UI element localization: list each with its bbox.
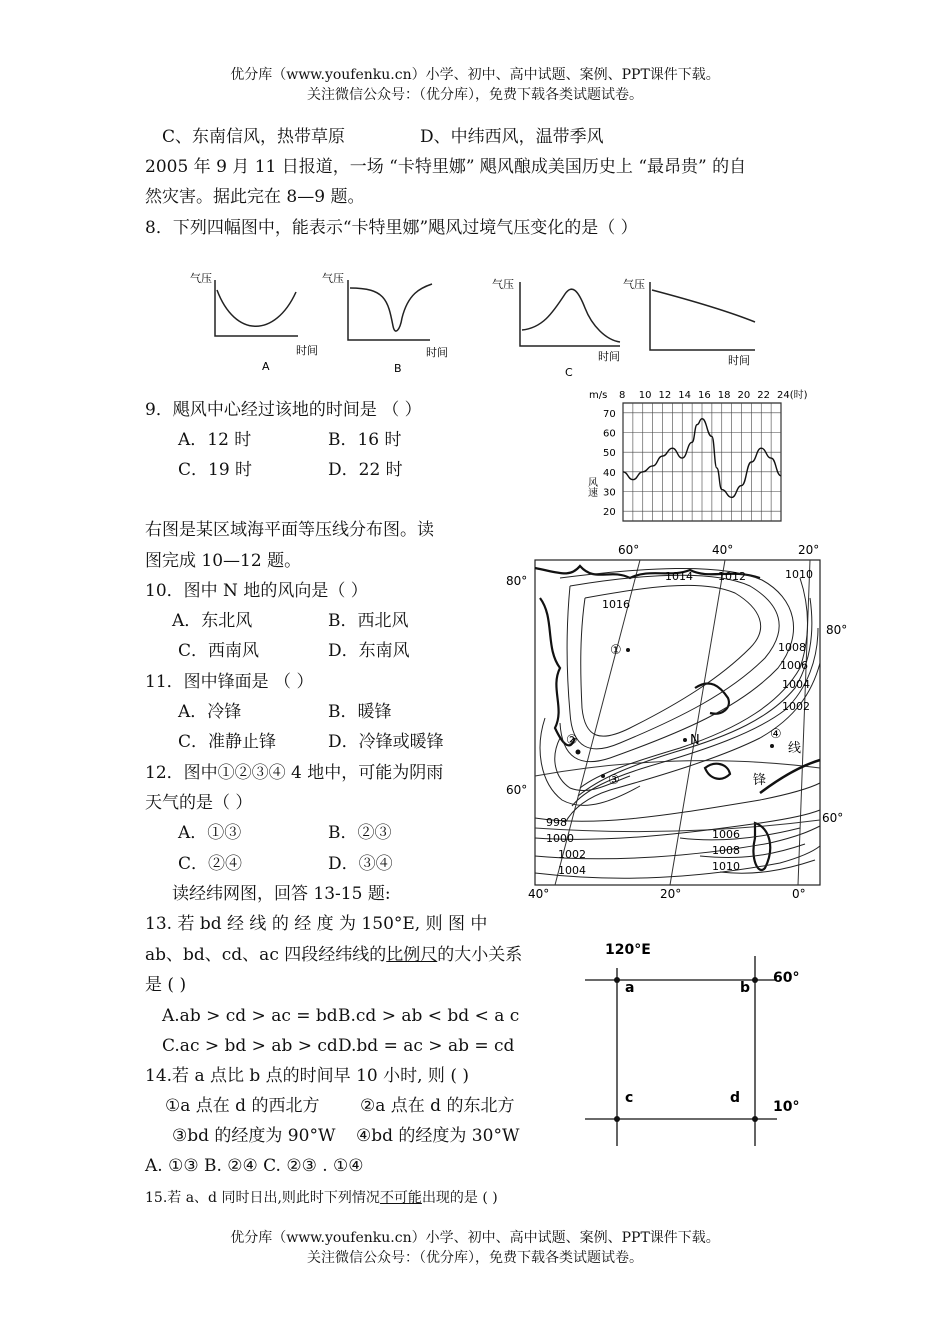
intro-10-12-line2: 图完成 10—12 题。 — [145, 551, 302, 571]
header-line-2: 关注微信公众号：（优分库），免费下载各类试题试卷。 — [307, 87, 643, 103]
q8-label-b: B — [394, 362, 402, 375]
grid-point-a: a — [625, 980, 635, 996]
map-bottom-lon-2: 20° — [660, 887, 682, 901]
q9-stem: 9．飓风中心经过该地的时间是 （ ） — [145, 400, 422, 420]
q8-a-ylabel: 气压 — [190, 272, 212, 285]
map-lat-right-80: 80° — [826, 623, 848, 637]
q12-option-c: C．②④ — [178, 854, 243, 874]
q13-option-b: B.cd > ab < bd < a c — [338, 1006, 520, 1026]
q13-line1: 13. 若 bd 经 线 的 经 度 为 150°E, 则 图 中 — [145, 914, 488, 934]
map-bottom-lon-1: 40° — [528, 887, 550, 901]
map-lat-right-60: 60° — [822, 811, 844, 825]
q11-option-a: A．冷锋 — [178, 702, 242, 722]
isobar-998: 998 — [546, 816, 567, 829]
isobar-1006-right: 1006 — [780, 659, 808, 672]
isobar-1004-left: 1004 — [558, 864, 586, 877]
q10-option-a: A．东北风 — [172, 611, 253, 631]
wind-speed-chart — [585, 385, 815, 525]
q8-b-xlabel: 时间 — [426, 346, 448, 359]
q8-d-ylabel: 气压 — [623, 278, 645, 291]
q14-opt-2: ②a 点在 d 的东北方 — [360, 1096, 515, 1116]
wind-chart-xtick: 10 — [638, 390, 652, 401]
grid-point-d: d — [730, 1090, 741, 1106]
isobar-1008-bottom: 1008 — [712, 844, 740, 857]
wind-chart-ytick: 40 — [603, 467, 616, 479]
q13-option-c: C.ac > bd > ab > cd — [162, 1036, 338, 1056]
front-label-2: 锋 — [753, 773, 767, 788]
q8-b-ylabel: 气压 — [322, 272, 344, 285]
wind-chart-xtick: 12 — [658, 390, 672, 401]
map-lat-left-60: 60° — [506, 783, 528, 797]
wind-chart-ytick: 50 — [603, 448, 616, 460]
isobar-1014: 1014 — [665, 570, 693, 583]
q14-opt-1: ①a 点在 d 的西北方 — [165, 1096, 320, 1116]
q15-post: 出现的是 ( ) — [421, 1190, 498, 1206]
q8-c-ylabel: 气压 — [492, 278, 514, 291]
wind-chart-xtick: 20 — [737, 390, 751, 401]
wind-chart-ylabel: 风速 — [585, 477, 597, 497]
q9-option-d: D．22 时 — [328, 460, 403, 480]
wind-chart-ytick: 70 — [603, 408, 616, 420]
wind-chart-ytick: 60 — [603, 428, 616, 440]
grid-point-b: b — [740, 980, 751, 996]
q10-option-d: D．东南风 — [328, 641, 410, 661]
q7-option-d: D、中纬西风，温带季风 — [420, 127, 604, 147]
wind-chart-xtick: 22 — [757, 390, 770, 401]
q7-option-c: C、东南信风，热带草原 — [162, 127, 346, 147]
q15-stem — [145, 1188, 498, 1208]
isobar-1010-bottom: 1010 — [712, 860, 740, 873]
q12-line2: 天气的是（ ） — [145, 793, 253, 813]
q11-option-b: B．暖锋 — [328, 702, 392, 722]
q11-option-d: D．冷锋或暖锋 — [328, 732, 444, 752]
isobar-1008-right: 1008 — [778, 641, 806, 654]
isobar-1000: 1000 — [546, 832, 574, 845]
q9-option-c: C．19 时 — [178, 460, 253, 480]
q8-a-xlabel: 时间 — [296, 344, 318, 357]
grid-point-c: c — [625, 1090, 634, 1106]
q15-pre: 15.若 a、d 同时日出,则此时下列情况 — [145, 1190, 380, 1206]
q13-line2-post: 的大小关系 — [437, 945, 523, 965]
intro-8-9-line1: 2005 年 9 月 11 日报道，一场 “卡特里娜” 飓风酿成美国历史上 “最昂贵” 的自 — [145, 157, 747, 177]
wind-chart-xtick: 8 — [619, 390, 626, 401]
q8-label-c: C — [565, 366, 573, 379]
q10-option-c: C．西南风 — [178, 641, 260, 661]
q14-opt-4: ④bd 的经度为 30°W — [356, 1126, 520, 1146]
q14-stem: 14.若 a 点比 b 点的时间早 10 小时, 则 ( ) — [145, 1066, 469, 1086]
q8-d-xlabel: 时间 — [728, 354, 750, 367]
wind-chart-ytick: 30 — [603, 487, 616, 499]
q12-line1: 12．图中①②③④ 4 地中，可能为阴雨 — [145, 763, 444, 783]
map-point-1: ① — [610, 643, 622, 658]
wind-chart-ytick: 20 — [603, 507, 616, 519]
q10-option-b: B．西北风 — [328, 611, 409, 631]
isobar-1002-right: 1002 — [782, 700, 810, 713]
wind-chart-unit: m/s — [589, 390, 608, 401]
wind-chart-xtick: 18 — [717, 390, 731, 401]
isobar-1002-left: 1002 — [558, 848, 586, 861]
q12-option-d: D．③④ — [328, 854, 393, 874]
intro-8-9-line2: 然灾害。据此完在 8—9 题。 — [145, 187, 365, 207]
q10-stem: 10．图中 N 地的风向是（ ） — [145, 581, 368, 601]
q11-option-c: C．准静止锋 — [178, 732, 277, 752]
map-point-n: N — [690, 733, 700, 748]
q9-option-b: B．16 时 — [328, 430, 402, 450]
footer-line-2: 关注微信公众号：（优分库），免费下载各类试题试卷。 — [307, 1250, 643, 1266]
map-top-lon-2: 40° — [712, 543, 734, 557]
map-top-lon-1: 60° — [618, 543, 640, 557]
map-lat-left-80: 80° — [506, 574, 528, 588]
graticule-grid-map — [580, 938, 830, 1160]
footer-line-1: 优分库（www.youfenku.cn）小学、初中、高中试题、案例、PPT课件下载。 — [230, 1230, 720, 1246]
q13-line3: 是 ( ) — [145, 975, 187, 995]
q11-stem: 11．图中锋面是 （ ） — [145, 672, 314, 692]
q13-line2-pre: ab、bd、cd、ac 四段经纬线的 — [145, 945, 387, 965]
map-bottom-lon-3: 0° — [792, 887, 806, 901]
map-top-lon-3: 20° — [798, 543, 820, 557]
q13-line2 — [145, 945, 522, 965]
q13-line2-underlined: 比例尺 — [386, 945, 438, 965]
grid-lat-10: 10° — [773, 1099, 800, 1115]
header-line-1: 优分库（www.youfenku.cn）小学、初中、高中试题、案例、PPT课件下载。 — [230, 67, 720, 83]
wind-chart-xtick: 16 — [698, 390, 711, 401]
intro-13-15: 读经纬网图，回答 13-15 题: — [172, 884, 391, 904]
isobar-1006-bottom: 1006 — [712, 828, 740, 841]
q8-c-xlabel: 时间 — [598, 350, 620, 363]
isobar-1004-right: 1004 — [782, 678, 810, 691]
map-point-3: ③ — [608, 773, 620, 788]
q14-answers: A. ①③ B. ②④ C. ②③ . ①④ — [145, 1156, 364, 1176]
q12-option-a: A．①③ — [178, 823, 242, 843]
q8-stem: 8．下列四幅图中，能表示“卡特里娜”飓风过境气压变化的是（ ） — [145, 218, 638, 238]
q13-option-a: A.ab > cd > ac = bd — [162, 1006, 338, 1026]
q15-underlined: 不可能 — [379, 1190, 422, 1206]
intro-10-12-line1: 右图是某区域海平面等压线分布图。读 — [145, 520, 434, 540]
isobar-1012: 1012 — [718, 570, 746, 583]
q8-label-a: A — [262, 360, 270, 373]
grid-lon-label: 120°E — [605, 942, 651, 958]
q13-option-d: D.bd = ac > ab = cd — [338, 1036, 515, 1056]
q12-option-b: B．②③ — [328, 823, 392, 843]
q9-option-a: A．12 时 — [178, 430, 252, 450]
wind-chart-xtick: 24(时) — [777, 390, 808, 401]
q14-opt-3: ③bd 的经度为 90°W — [172, 1126, 336, 1146]
wind-chart-xtick: 14 — [678, 390, 691, 401]
grid-lat-60: 60° — [773, 970, 800, 986]
isobar-map — [500, 538, 848, 903]
map-point-2: ② — [566, 733, 578, 748]
q8-pressure-figures — [180, 268, 780, 378]
map-point-4: ④ — [770, 727, 782, 742]
isobar-1010-top: 1010 — [785, 568, 813, 581]
isobar-1016: 1016 — [602, 598, 630, 611]
front-label-1: 线 — [788, 741, 802, 756]
